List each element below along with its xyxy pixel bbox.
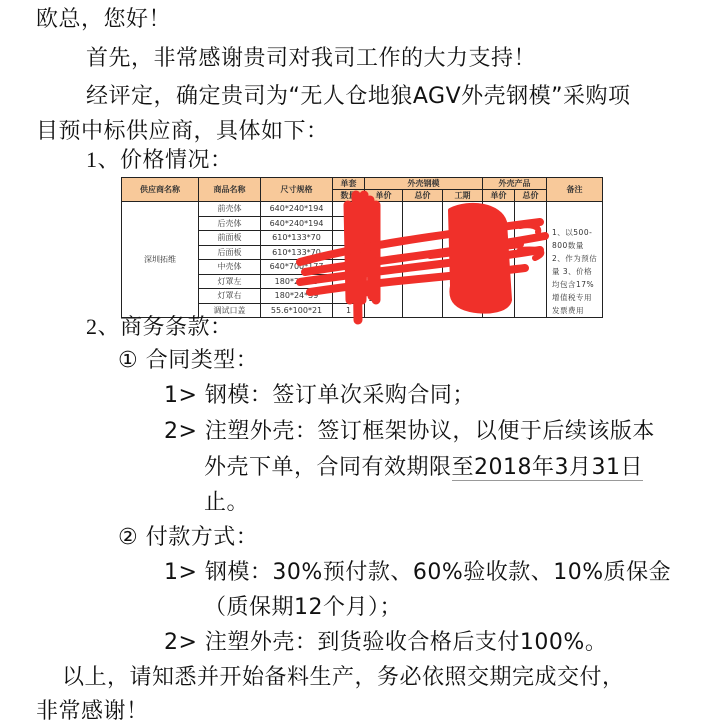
header-mold-unit: 单价 — [365, 190, 403, 202]
contract-validity-text: 外壳下单，合同有效期限 — [204, 455, 452, 480]
contract-item-1: 1> 钢模：签订单次采购合同； — [164, 383, 475, 408]
header-supplier: 供应商名称 — [122, 178, 199, 202]
section-1-heading — [86, 146, 233, 175]
product-cell: 前面板 — [199, 231, 261, 246]
section-1-number: 1、 — [86, 147, 121, 172]
header-qty-2: 数量 — [333, 190, 365, 202]
intro-line-1: 经评定，确定贵司为“无人仓地狼AGV外壳钢模”采购项 — [86, 84, 631, 109]
size-cell: 180*24*59 — [261, 289, 333, 304]
product-cell: 灯罩右 — [199, 289, 261, 304]
size-cell: 640*240*194 — [261, 216, 333, 231]
size-cell: 180*24*59 — [261, 274, 333, 289]
product-cell: 前壳体 — [199, 202, 261, 217]
header-product-total: 总价 — [515, 190, 547, 202]
supplier-cell: 深圳拓维 — [122, 202, 199, 318]
table-row — [122, 202, 603, 217]
payment-item-1-line-2: （质保期12个月）； — [204, 595, 402, 620]
intro-line-2: 目预中标供应商，具体如下： — [36, 119, 329, 144]
qty-cell: 1 — [333, 245, 365, 260]
size-cell: 610*133*70 — [261, 245, 333, 260]
contract-type-heading: ① 合同类型： — [118, 348, 259, 373]
section-2-number: 2、 — [86, 314, 121, 339]
header-mold-lead: 工期 — [443, 190, 483, 202]
size-cell: 640*240*194 — [261, 202, 333, 217]
contract-validity-date: 至2018年3月31日 — [451, 455, 643, 480]
contract-item-2-line-1: 2> 注塑外壳：签订框架协议，以便于后续该版本 — [164, 419, 655, 444]
header-mold-total: 总价 — [403, 190, 443, 202]
payment-item-1-line-1: 1> 钢模：30%预付款、60%验收款、10%质保金 — [164, 560, 672, 585]
size-cell: 610*133*70 — [261, 231, 333, 246]
section-2-title: 商务条款： — [120, 315, 233, 340]
thanks-paragraph: 首先，非常感谢贵司对我司工作的大力支持！ — [86, 46, 537, 71]
product-cell: 灯罩左 — [199, 274, 261, 289]
header-mold-group: 外壳钢模 — [365, 178, 483, 190]
closing-line-1: 以上，请知悉并开始备料生产，务必依照交期完成交付， — [62, 665, 625, 690]
greeting: 欧总，您好！ — [36, 7, 172, 32]
contract-item-2-line-3: 止。 — [204, 490, 250, 515]
mold-total-col — [403, 202, 443, 318]
product-cell: 后面板 — [199, 245, 261, 260]
closing-line-2: 非常感谢！ — [36, 699, 149, 724]
qty-cell: 1 — [333, 231, 365, 246]
qty-cell: 2 — [333, 289, 365, 304]
size-cell: 55.6*100*21 — [261, 303, 333, 318]
qty-cell: 1 — [333, 216, 365, 231]
qty-cell: 1 — [333, 260, 365, 275]
product-total-col — [515, 202, 547, 318]
qty-cell: 2 — [333, 274, 365, 289]
product-cell: 中壳体 — [199, 260, 261, 275]
header-note: 备注 — [547, 178, 603, 202]
payment-item-2: 2> 注塑外壳：到货验收合格后支付100%。 — [164, 630, 608, 655]
partial-mold-price: 15 — [368, 294, 379, 303]
header-product: 商品名称 — [199, 178, 261, 202]
size-cell: 640*700*177 — [261, 260, 333, 275]
note-cell: 1、以500-800数量 2、作为预估量 3、价格均包含17%增值税专用发票费用 — [547, 202, 603, 318]
section-1-title: 价格情况： — [120, 148, 233, 173]
header-qty-1: 单套 — [333, 178, 365, 190]
price-table — [121, 177, 603, 315]
mold-lead-col — [443, 202, 483, 318]
header-product-group: 外壳产品 — [483, 178, 547, 190]
product-cell: 后壳体 — [199, 216, 261, 231]
header-product-unit: 单价 — [483, 190, 515, 202]
qty-cell: 1 — [333, 202, 365, 217]
contract-item-2-line-2 — [204, 454, 643, 482]
section-2-heading — [86, 313, 233, 342]
product-unit-col — [483, 202, 515, 318]
product-cell: 调试口盖 — [199, 303, 261, 318]
payment-heading: ② 付款方式： — [118, 525, 259, 550]
header-size: 尺寸规格 — [261, 178, 333, 202]
qty-cell: 1 — [333, 303, 365, 318]
